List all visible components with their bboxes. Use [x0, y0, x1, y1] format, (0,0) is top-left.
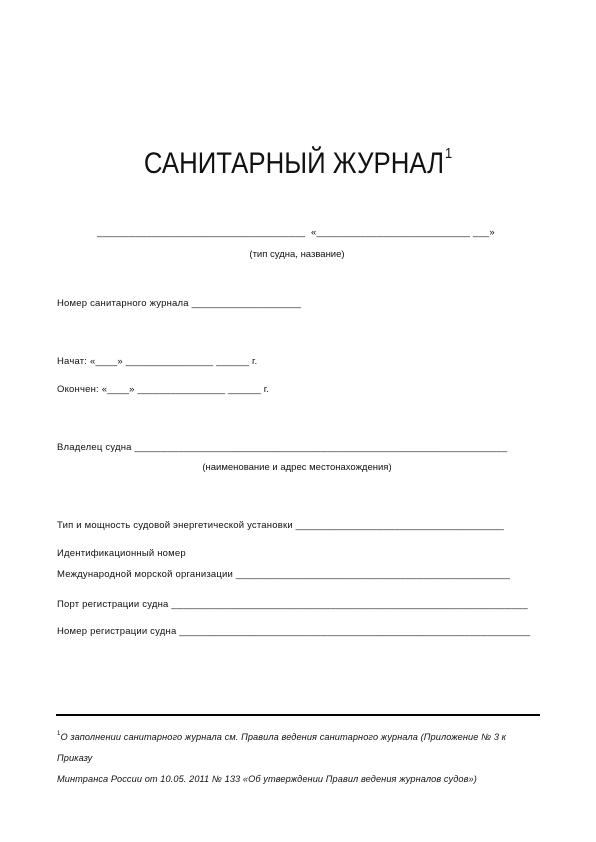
- title-text: САНИТАРНЫЙ ЖУРНАЛ: [143, 147, 445, 180]
- footnote-marker: 1: [57, 731, 61, 737]
- imo-label: Идентификационный номер: [57, 548, 186, 559]
- registry-number-field[interactable]: Номер регистрации судна ________________________________________________________________: [57, 626, 531, 637]
- started-date-field[interactable]: Начат: «____» ________________ ______ г.: [57, 356, 258, 367]
- power-plant-field[interactable]: Тип и мощность судовой энергетической установки ______________________________________: [57, 520, 505, 531]
- journal-number-field[interactable]: Номер санитарного журнала ____________________: [57, 298, 302, 309]
- title-footnote-marker: 1: [444, 145, 453, 162]
- vessel-type-name-field[interactable]: ______________________________________ «____________________________ ___»: [97, 227, 495, 238]
- footnote-line-1: [57, 725, 541, 769]
- footnote-text-1: О заполнении санитарного журнала см. Правила ведения санитарного журнала (Приложение № 3 к Приказу: [57, 732, 507, 764]
- finished-date-field[interactable]: Окончен: «____» ________________ ______ г.: [57, 384, 270, 395]
- page-title: [42, 138, 555, 184]
- vessel-type-name-caption: (тип судна, название): [249, 249, 345, 260]
- footnote-line-2: Минтранса России от 10.05. 2011 № 133 «Об утверждении Правил ведения журналов судов»): [57, 774, 477, 785]
- port-of-registry-field[interactable]: Порт регистрации судна _________________________________________________________________: [57, 599, 528, 610]
- vessel-owner-field[interactable]: Владелец судна ____________________________________________________________________: [57, 442, 508, 453]
- vessel-owner-caption: (наименование и адрес местонахождения): [202, 462, 392, 473]
- imo-number-field[interactable]: Международной морской организации __________________________________________________: [57, 569, 511, 580]
- footnote-divider: [56, 714, 540, 716]
- footnote: [57, 725, 541, 790]
